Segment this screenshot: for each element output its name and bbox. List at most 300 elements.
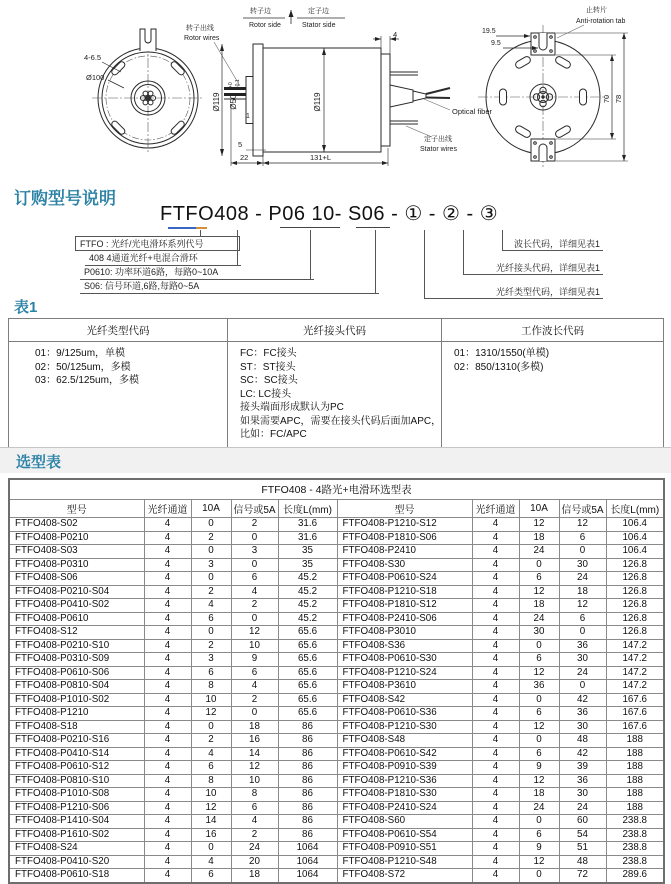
value-cell: 4 [231, 680, 278, 694]
value-cell: 4 [144, 612, 191, 626]
value-cell: 126.8 [606, 572, 664, 586]
dia-50-tol-lower: -0.1 [235, 79, 241, 88]
value-cell: 42 [559, 747, 606, 761]
value-cell: 0 [231, 707, 278, 721]
underline-p0610 [280, 227, 340, 228]
selection-row [9, 653, 664, 667]
model-cell: FTFO408-S42 [337, 693, 472, 707]
value-cell: 167.6 [606, 693, 664, 707]
selection-row [9, 639, 664, 653]
table1-body-row [9, 342, 664, 448]
value-cell: 4 [472, 842, 519, 856]
table1-entry: 02：850/1310(多模) [454, 361, 544, 373]
value-cell: 6 [519, 828, 559, 842]
value-cell: 3 [231, 545, 278, 559]
value-cell: 238.8 [606, 815, 664, 829]
value-cell: 6 [191, 869, 231, 883]
value-cell: 0 [231, 612, 278, 626]
table1-entry: ST：ST接头 [240, 361, 296, 373]
model-cell: FTFO408-P0410-S14 [9, 747, 144, 761]
selection-row [9, 666, 664, 680]
value-cell: 86 [278, 828, 337, 842]
value-cell: 188 [606, 747, 664, 761]
value-cell: 4 [144, 855, 191, 869]
value-cell: 12 [519, 774, 559, 788]
value-cell: 86 [278, 734, 337, 748]
selection-row [9, 788, 664, 802]
value-cell: 167.6 [606, 707, 664, 721]
rotor-side-label-en: Rotor side [249, 22, 281, 29]
model-cell: FTFO408-P0810-S04 [9, 680, 144, 694]
value-cell: 51 [559, 842, 606, 856]
value-cell: 0 [559, 680, 606, 694]
value-cell: 12 [519, 855, 559, 869]
value-cell: 4 [144, 774, 191, 788]
value-cell: 12 [559, 518, 606, 532]
selection-column-header: 长度L(mm) [606, 500, 664, 518]
anti-rotation-tab-label-cn: 止转片 [586, 7, 607, 14]
stator-side-label-en: Stator side [302, 22, 336, 29]
value-cell: 1064 [278, 842, 337, 856]
selection-column-header: 型号 [337, 500, 472, 518]
value-cell: 4 [144, 545, 191, 559]
value-cell: 2 [191, 639, 231, 653]
optical-fiber-label: Optical fiber [452, 107, 493, 116]
model-cell: FTFO408-P1210-S18 [337, 585, 472, 599]
value-cell: 188 [606, 788, 664, 802]
value-cell: 2 [191, 531, 231, 545]
table1-entry: LC: LC接头 [240, 388, 292, 400]
value-cell: 36 [559, 707, 606, 721]
model-cell: FTFO408-P0310 [9, 558, 144, 572]
value-cell: 238.8 [606, 828, 664, 842]
selection-row [9, 612, 664, 626]
table1-entry: SC：SC接头 [240, 375, 298, 386]
value-cell: 126.8 [606, 612, 664, 626]
technical-drawing [0, 0, 671, 186]
value-cell: 8 [231, 788, 278, 802]
table1-entry: 接头端面形成默认为PC [240, 402, 344, 413]
value-cell: 35 [278, 545, 337, 559]
selection-row [9, 761, 664, 775]
value-cell: 16 [191, 828, 231, 842]
value-cell: 188 [606, 774, 664, 788]
model-cell: FTFO408-P1210-S12 [337, 518, 472, 532]
dim-4: 4 [393, 30, 398, 39]
model-cell: FTFO408-P0610-S54 [337, 828, 472, 842]
model-cell: FTFO408-P1210-S36 [337, 774, 472, 788]
model-cell: FTFO408-P3010 [337, 626, 472, 640]
model-cell: FTFO408-P0610-S18 [9, 869, 144, 883]
dim-78: 78 [614, 94, 623, 104]
model-cell: FTFO408-S12 [9, 626, 144, 640]
value-cell: 6 [519, 572, 559, 586]
model-cell: FTFO408-P0610-S42 [337, 747, 472, 761]
value-cell: 4 [144, 572, 191, 586]
value-cell: 4 [144, 828, 191, 842]
value-cell: 24 [559, 572, 606, 586]
value-cell: 0 [191, 518, 231, 532]
value-cell: 65.6 [278, 666, 337, 680]
value-cell: 0 [231, 558, 278, 572]
dim-131L: 131+L [310, 153, 332, 162]
value-cell: 18 [519, 788, 559, 802]
callout-wavelength-code: 波长代码，详细见表1 [502, 238, 603, 251]
value-cell: 9 [519, 761, 559, 775]
model-cell: FTFO408-P0610-S30 [337, 653, 472, 667]
selection-column-header: 光纤通道 [472, 500, 519, 518]
underline-o [196, 227, 207, 229]
value-cell: 6 [191, 612, 231, 626]
model-cell: FTFO408-P0210 [9, 531, 144, 545]
value-cell: 12 [519, 720, 559, 734]
value-cell: 4 [472, 707, 519, 721]
value-cell: 4 [144, 653, 191, 667]
value-cell: 6 [231, 666, 278, 680]
selection-row [9, 558, 664, 572]
value-cell: 18 [231, 720, 278, 734]
value-cell: 4 [472, 572, 519, 586]
model-cell: FTFO408-P1210-S48 [337, 855, 472, 869]
stator-wires-label-en: Stator wires [420, 146, 457, 153]
model-cell: FTFO408-P2410 [337, 545, 472, 559]
value-cell: 18 [231, 869, 278, 883]
table1-header-row [9, 319, 664, 342]
model-cell: FTFO408-S18 [9, 720, 144, 734]
value-cell: 106.4 [606, 518, 664, 532]
value-cell: 42 [559, 693, 606, 707]
value-cell: 6 [191, 666, 231, 680]
value-cell: 4 [144, 801, 191, 815]
value-cell: 48 [559, 855, 606, 869]
value-cell: 126.8 [606, 585, 664, 599]
value-cell: 6 [519, 747, 559, 761]
value-cell: 12 [519, 666, 559, 680]
value-cell: 1064 [278, 855, 337, 869]
value-cell: 36 [559, 639, 606, 653]
value-cell: 86 [278, 815, 337, 829]
value-cell: 10 [231, 774, 278, 788]
value-cell: 4 [144, 747, 191, 761]
value-cell: 4 [472, 585, 519, 599]
value-cell: 24 [231, 842, 278, 856]
model-cell: FTFO408-P0610 [9, 612, 144, 626]
value-cell: 4 [144, 842, 191, 856]
dim-22: 22 [240, 153, 249, 162]
value-cell: 65.6 [278, 680, 337, 694]
value-cell: 6 [231, 572, 278, 586]
callout-fiber-type-code: 光纤类型代码，详细见表1 [424, 286, 603, 299]
value-cell: 12 [519, 585, 559, 599]
value-cell: 30 [559, 788, 606, 802]
table1-entry: 03：62.5/125um，多模 [35, 375, 139, 386]
value-cell: 4 [144, 761, 191, 775]
value-cell: 0 [519, 639, 559, 653]
dia-50: Ø50 [229, 94, 238, 110]
value-cell: 18 [519, 531, 559, 545]
selection-row [9, 734, 664, 748]
value-cell: 4 [472, 518, 519, 532]
value-cell: 12 [559, 599, 606, 613]
value-cell: 6 [519, 653, 559, 667]
value-cell: 106.4 [606, 531, 664, 545]
model-cell: FTFO408-P1210 [9, 707, 144, 721]
value-cell: 65.6 [278, 653, 337, 667]
value-cell: 18 [519, 599, 559, 613]
model-cell: FTFO408-S06 [9, 572, 144, 586]
value-cell: 4 [472, 558, 519, 572]
value-cell: 9 [519, 842, 559, 856]
side-view [214, 10, 450, 166]
selection-row [9, 815, 664, 829]
model-cell: FTFO408-P0610-S24 [337, 572, 472, 586]
selection-title-row [9, 479, 664, 500]
selection-row [9, 747, 664, 761]
selection-row [9, 774, 664, 788]
value-cell: 4 [144, 585, 191, 599]
value-cell: 1064 [278, 869, 337, 883]
anti-rotation-tab-label-en: Anti-rotation tab [576, 18, 626, 25]
model-cell: FTFO408-P1210-S30 [337, 720, 472, 734]
model-cell: FTFO408-S72 [337, 869, 472, 883]
value-cell: 2 [191, 585, 231, 599]
model-cell: FTFO408-P0410-S20 [9, 855, 144, 869]
model-cell: FTFO408-P1810-S12 [337, 599, 472, 613]
value-cell: 24 [559, 801, 606, 815]
value-cell: 0 [191, 545, 231, 559]
stator-side-label-cn: 定子边 [308, 8, 329, 15]
dim-5: 5 [238, 140, 243, 149]
value-cell: 4 [472, 788, 519, 802]
value-cell: 8 [191, 680, 231, 694]
table1-entry: 01：9/125um，单模 [35, 348, 126, 359]
value-cell: 4 [472, 680, 519, 694]
value-cell: 4 [144, 707, 191, 721]
value-cell: 3 [191, 558, 231, 572]
value-cell: 0 [191, 572, 231, 586]
selection-column-header: 10A [519, 500, 559, 518]
value-cell: 45.2 [278, 599, 337, 613]
model-cell: FTFO408-P1210-S06 [9, 801, 144, 815]
selection-row [9, 572, 664, 586]
value-cell: 0 [191, 626, 231, 640]
selection-column-header: 信号或5A [559, 500, 606, 518]
model-cell: FTFO408-S24 [9, 842, 144, 856]
value-cell: 30 [559, 653, 606, 667]
dim-70: 70 [602, 94, 611, 104]
value-cell: 4 [472, 666, 519, 680]
value-cell: 8 [191, 774, 231, 788]
value-cell: 4 [144, 815, 191, 829]
model-cell: FTFO408-P0910-S51 [337, 842, 472, 856]
value-cell: 4 [472, 734, 519, 748]
value-cell: 4 [472, 774, 519, 788]
table1-header-fiber-type: 光纤类型代码 [9, 319, 228, 342]
value-cell: 4 [472, 531, 519, 545]
model-cell: FTFO408-P1610-S02 [9, 828, 144, 842]
value-cell: 54 [559, 828, 606, 842]
value-cell: 45.2 [278, 585, 337, 599]
value-cell: 12 [191, 707, 231, 721]
table1 [8, 318, 664, 448]
value-cell: 0 [519, 558, 559, 572]
value-cell: 4 [144, 720, 191, 734]
value-cell: 188 [606, 734, 664, 748]
callout-channels: 408 4通道光纤+电混合滑环 [85, 252, 241, 266]
value-cell: 35 [278, 558, 337, 572]
value-cell: 10 [231, 639, 278, 653]
value-cell: 31.6 [278, 518, 337, 532]
selection-row [9, 531, 664, 545]
rotor-side-label-cn: 转子边 [250, 8, 271, 15]
selection-column-header: 信号或5A [231, 500, 278, 518]
value-cell: 10 [191, 693, 231, 707]
value-cell: 86 [278, 747, 337, 761]
dim-1: 1 [246, 113, 250, 120]
model-cell: FTFO408-S48 [337, 734, 472, 748]
value-cell: 4 [472, 653, 519, 667]
selection-row [9, 518, 664, 532]
model-cell: FTFO408-P1810-S30 [337, 788, 472, 802]
value-cell: 4 [144, 639, 191, 653]
value-cell: 18 [559, 585, 606, 599]
model-cell: FTFO408-P0310-S09 [9, 653, 144, 667]
value-cell: 65.6 [278, 707, 337, 721]
table1-entry: 02：50/125um，多模 [35, 361, 131, 373]
model-cell: FTFO408-P1010-S02 [9, 693, 144, 707]
value-cell: 0 [231, 531, 278, 545]
value-cell: 4 [144, 531, 191, 545]
value-cell: 6 [559, 612, 606, 626]
selection-table-title: FTFO408 - 4路光+电滑环选型表 [9, 479, 664, 500]
value-cell: 4 [144, 869, 191, 883]
value-cell: 2 [231, 693, 278, 707]
value-cell: 6 [519, 707, 559, 721]
value-cell: 4 [144, 734, 191, 748]
selection-section-title: 选型表 [16, 454, 62, 471]
front-anti-rotation-tab [140, 29, 156, 51]
selection-column-header: 10A [191, 500, 231, 518]
value-cell: 4 [472, 855, 519, 869]
model-cell: FTFO408-P0910-S39 [337, 761, 472, 775]
model-cell: FTFO408-P1810-S06 [337, 531, 472, 545]
table1-wavelength-cell [442, 342, 664, 448]
selection-column-header: 光纤通道 [144, 500, 191, 518]
value-cell: 4 [231, 815, 278, 829]
model-cell: FTFO408-P1410-S04 [9, 815, 144, 829]
value-cell: 289.6 [606, 869, 664, 883]
value-cell: 126.8 [606, 558, 664, 572]
value-cell: 16 [231, 734, 278, 748]
model-cell: FTFO408-P0410-S02 [9, 599, 144, 613]
selection-row [9, 626, 664, 640]
value-cell: 24 [519, 801, 559, 815]
dim-19-5: 19.5 [482, 28, 496, 35]
value-cell: 0 [519, 693, 559, 707]
value-cell: 9 [231, 653, 278, 667]
selection-table-body [9, 518, 664, 883]
value-cell: 3 [191, 653, 231, 667]
value-cell: 86 [278, 720, 337, 734]
table1-entry: FC：FC接头 [240, 348, 297, 359]
model-code: FTFO408 - P06 10- S06 - ① - ② - ③ [160, 203, 499, 225]
value-cell: 6 [191, 761, 231, 775]
value-cell: 147.2 [606, 666, 664, 680]
value-cell: 30 [559, 720, 606, 734]
selection-row [9, 720, 664, 734]
table1-header-connector: 光纤接头代码 [228, 319, 442, 342]
front-view [92, 29, 204, 154]
dia-119-body: Ø119 [313, 92, 322, 112]
callout-series-code: FTFO : 光纤/光电滑环系列代号 [75, 236, 240, 251]
selection-row [9, 545, 664, 559]
table1-connector-cell [228, 342, 442, 448]
rotor-wires-label-cn: 转子出线 [186, 25, 214, 32]
rotor-wires-label-en: Rotor wires [184, 35, 220, 42]
selection-row [9, 855, 664, 869]
value-cell: 14 [191, 815, 231, 829]
value-cell: 4 [144, 788, 191, 802]
value-cell: 4 [472, 693, 519, 707]
selection-row [9, 585, 664, 599]
value-cell: 12 [231, 626, 278, 640]
model-cell: FTFO408-P0810-S10 [9, 774, 144, 788]
value-cell: 0 [191, 720, 231, 734]
model-cell: FTFO408-P1210-S24 [337, 666, 472, 680]
selection-row [9, 828, 664, 842]
model-cell: FTFO408-P3610 [337, 680, 472, 694]
value-cell: 188 [606, 761, 664, 775]
model-cell: FTFO408-S03 [9, 545, 144, 559]
table1-fiber-type-cell [9, 342, 228, 448]
stator-wires-label-cn: 定子出线 [424, 136, 452, 143]
callout-power-rings: P0610: 功率环道6路，每路0~10A [80, 266, 314, 280]
selection-row [9, 869, 664, 883]
ordering-section-title: 订购型号说明 [14, 189, 116, 208]
value-cell: 126.8 [606, 599, 664, 613]
value-cell: 86 [278, 774, 337, 788]
value-cell: 4 [472, 761, 519, 775]
selection-row [9, 693, 664, 707]
value-cell: 24 [559, 666, 606, 680]
value-cell: 48 [559, 734, 606, 748]
selection-row [9, 801, 664, 815]
value-cell: 30 [559, 558, 606, 572]
value-cell: 4 [472, 801, 519, 815]
selection-column-header: 长度L(mm) [278, 500, 337, 518]
selection-table [8, 478, 665, 884]
value-cell: 2 [231, 828, 278, 842]
value-cell: 147.2 [606, 653, 664, 667]
model-cell: FTFO408-P0610-S36 [337, 707, 472, 721]
value-cell: 4 [472, 815, 519, 829]
value-cell: 24 [519, 612, 559, 626]
value-cell: 4 [144, 626, 191, 640]
value-cell: 4 [472, 720, 519, 734]
value-cell: 4 [472, 828, 519, 842]
selection-section-band [0, 447, 671, 473]
value-cell: 4 [472, 747, 519, 761]
value-cell: 45.2 [278, 612, 337, 626]
value-cell: 167.6 [606, 720, 664, 734]
value-cell: 65.6 [278, 693, 337, 707]
model-cell: FTFO408-S36 [337, 639, 472, 653]
selection-header-row [9, 500, 664, 518]
value-cell: 2 [191, 734, 231, 748]
model-cell: FTFO408-P0610-S06 [9, 666, 144, 680]
value-cell: 65.6 [278, 639, 337, 653]
value-cell: 86 [278, 801, 337, 815]
